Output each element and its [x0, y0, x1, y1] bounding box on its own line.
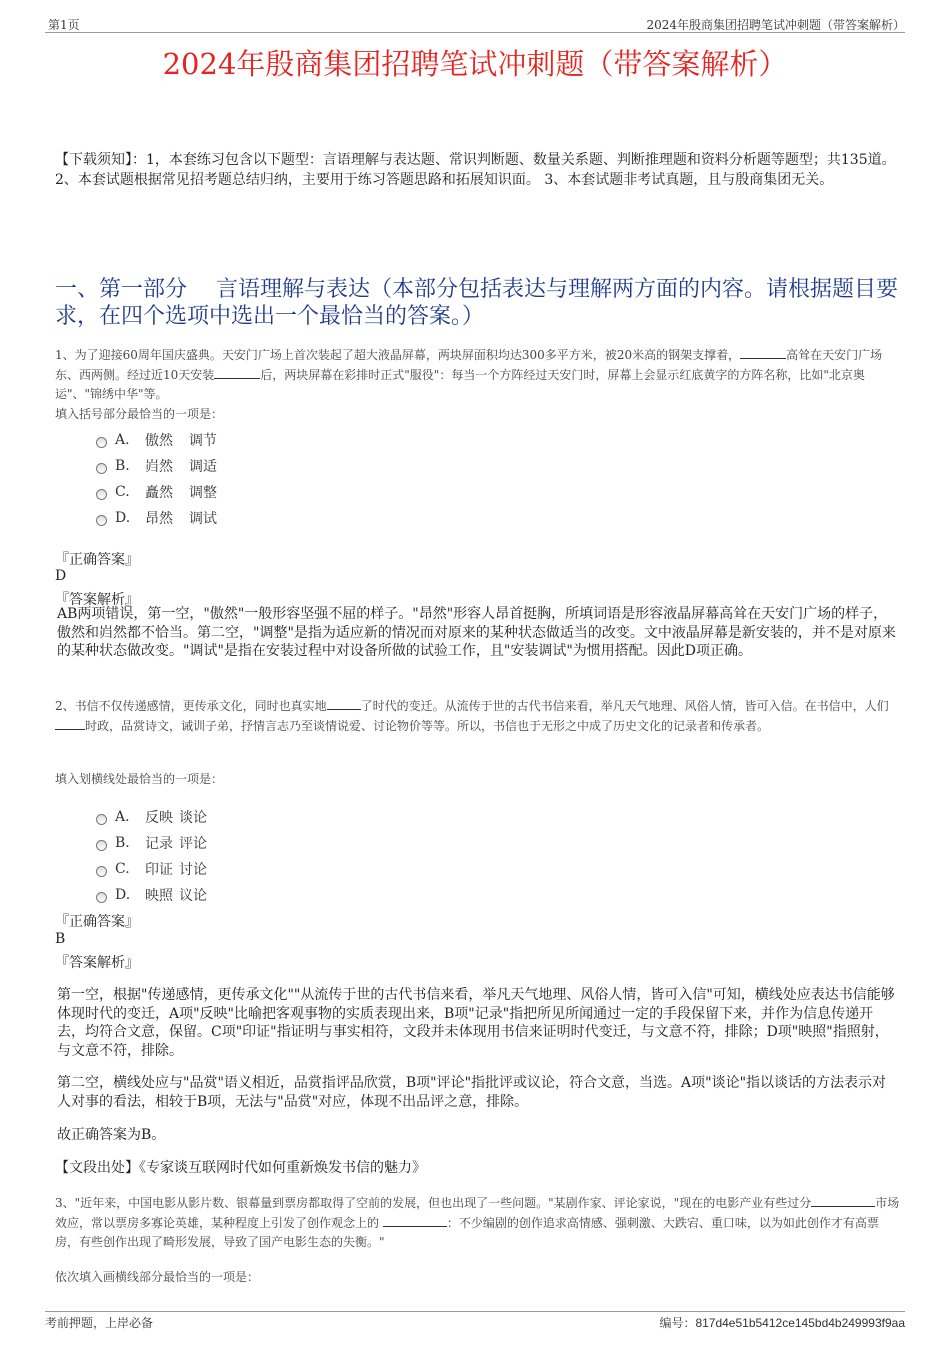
option-word: 昂然	[145, 511, 173, 527]
radio-icon[interactable]	[96, 489, 107, 500]
q2-text: 2、书信不仅传递感情，更传承文化，同时也真实地	[55, 699, 327, 713]
document-code: 编号：817d4e51b5412ce145bd4b249993f9aa	[659, 1316, 905, 1330]
radio-icon[interactable]	[96, 515, 107, 526]
radio-icon[interactable]	[96, 463, 107, 474]
q2-analysis-1: 第一空，根据"传递感情，更传承文化""从流传于世的古代书信来看，举凡天气地理、风俗人情，皆可入信"可知，横线处应表达书信能够体现时代的变迁，A项"反映"比喻把客观事物的实质表现出来，B项"记录"指把所见所闻通过一定的手段保留下来，并作为信息传递开去，均符合文意，保留。C项"印证"指证明与事实相符，文段并未体现用书信来证明时代变迁，与文意不符，排除；D项"映照"指照射，与文意不符，排除。	[57, 987, 895, 1059]
blank	[214, 366, 260, 379]
option-letter: B.	[115, 835, 130, 851]
footer-slogan: 考前押题，上岸必备	[45, 1316, 154, 1330]
option-word: 岿然	[145, 459, 173, 475]
footer-divider	[45, 1311, 905, 1312]
option-word: 谈论	[179, 810, 207, 826]
blank	[740, 346, 786, 359]
q2-text: 了时代的变迁。从流传于世的古代书信来看，举凡天气地理、风俗人情，皆可入信。在书信中，人们	[360, 699, 889, 713]
q1-text: 后，两块屏幕在彩排时正式"服役"：每当一个方阵经过天安门时，屏幕上会显示红底黄字的方阵名称，比如"北京奥运"、"锦绣中华"等。	[55, 367, 865, 401]
q2-answer-label: 『正确答案』	[55, 914, 139, 930]
q1-option-b[interactable]	[96, 456, 217, 476]
option-letter: C.	[115, 861, 130, 877]
q2-answer: B	[55, 931, 66, 947]
q2-analysis-2: 第二空，横线处应与"品赏"语义相近，品赏指评品欣赏，B项"评论"指批评或议论，符合文意，当选。A项"谈论"指以谈话的方法表示对人对事的看法，相较于B项，无法与"品赏"对应，体现不出品评之意，排除。	[57, 1075, 887, 1110]
q1-analysis-label: 『答案解析』	[55, 592, 139, 608]
q2-prompt: 填入划横线处最恰当的一项是：	[55, 772, 224, 786]
option-letter: A.	[115, 432, 130, 448]
option-word: 调适	[189, 459, 217, 475]
option-letter: A.	[115, 809, 130, 825]
q2-option-b[interactable]	[96, 833, 207, 853]
option-word: 调试	[189, 511, 217, 527]
q1-answer: D	[55, 568, 67, 584]
question-3	[55, 1194, 900, 1253]
blank	[55, 717, 85, 730]
q3-text: ：不少编剧的创作追求高情感、强刺激、大跌宕、重口味，以为如此创作才有高票房，有些创作出现了畸形发展，导致了国产电影生态的失衡。"	[55, 1215, 879, 1249]
radio-icon[interactable]	[96, 892, 107, 903]
option-letter: C.	[115, 484, 130, 500]
radio-icon[interactable]	[96, 437, 107, 448]
q1-text: 高耸在天安门广场东、西两侧。经过近10天安装	[55, 348, 883, 382]
q3-prompt: 依次填入画横线部分最恰当的一项是：	[55, 1270, 260, 1284]
page-number: 第1页	[48, 18, 80, 32]
option-word: 讨论	[179, 862, 207, 878]
option-word: 映照	[145, 888, 173, 904]
q3-text: 市场效应，常以票房多寡论英雄，某种程度上引发了创作观念上的	[55, 1196, 900, 1230]
option-letter: D.	[115, 887, 131, 903]
q2-text: 时政，品赏诗文，诫训子弟，抒情言志乃至谈情说爱、讨论物价等等。所以，书信也于无形之中成了历史文化的记录者和传承者。	[85, 718, 770, 733]
document-title: 2024年殷商集团招聘笔试冲刺题（带答案解析）	[162, 47, 788, 81]
q2-option-a[interactable]	[96, 807, 207, 827]
question-2	[55, 697, 900, 736]
option-word: 调节	[189, 433, 217, 449]
q1-text: 1、为了迎接60周年国庆盛典。天安门广场上首次装起了超大液晶屏幕，两块屏面积均达300多平方米，被20米高的钢架支撑着，	[55, 348, 741, 362]
q1-analysis: AB两项错误，第一空，"傲然"一般形容坚强不屈的样子。"昂然"形容人昂首挺胸，所填词语是形容液晶屏幕高耸在天安门广场的样子，傲然和岿然都不恰当。第二空，"调整"是指为适应新的情况而对原来的某种状态做适当的改变。文中液晶屏幕是新安装的，并不是对原来的某种状态做改变。"调试"是指在安装过程中对设备所做的试验工作，且"安装调试"为惯用搭配。因此D项正确。	[57, 606, 896, 659]
option-word: 傲然	[145, 433, 173, 449]
running-title: 2024年殷商集团招聘笔试冲刺题（带答案解析）	[646, 18, 905, 32]
q1-option-a[interactable]	[96, 430, 217, 450]
option-word: 评论	[179, 836, 207, 852]
blank	[383, 1214, 447, 1227]
q1-answer-label: 『正确答案』	[55, 552, 139, 568]
option-word: 记录	[145, 836, 173, 852]
option-word: 反映	[145, 810, 173, 826]
q2-option-d[interactable]	[96, 885, 207, 905]
q1-prompt: 填入括号部分最恰当的一项是：	[55, 406, 224, 421]
blank	[327, 697, 361, 710]
q1-option-c[interactable]	[96, 482, 217, 502]
section-heading: 一、第一部分 言语理解与表达（本部分包括表达与理解两方面的内容。请根据题目要求，在四个选项中选出一个最恰当的答案。）	[55, 277, 898, 329]
option-word: 矗然	[145, 485, 173, 501]
blank	[811, 1194, 875, 1207]
q2-analysis-label: 『答案解析』	[55, 955, 139, 971]
download-notice: 【下载须知】：1，本套练习包含以下题型：言语理解与表达题、常识判断题、数量关系题、判断推理题和资料分析题等题型；共135道。 2、本套试题根据常见招考题总结归纳，主要用于练习答题思路和拓展知识面。 3、本套试题非考试真题，且与殷商集团无关。	[55, 152, 896, 188]
q2-source: 【文段出处】《专家谈互联网时代如何重新焕发书信的魅力》	[55, 1160, 426, 1176]
option-word: 调整	[189, 485, 217, 501]
header-divider	[45, 32, 905, 33]
q2-conclusion: 故正确答案为B。	[57, 1127, 166, 1143]
radio-icon[interactable]	[96, 866, 107, 877]
radio-icon[interactable]	[96, 840, 107, 851]
question-1	[55, 346, 900, 424]
option-letter: D.	[115, 510, 131, 526]
q3-text: 3、"近年来，中国电影从影片数、银幕量到票房都取得了空前的发展，但也出现了一些问题。"某剧作家、评论家说，"现在的电影产业有些过分	[55, 1196, 812, 1210]
option-word: 议论	[179, 888, 207, 904]
option-letter: B.	[115, 458, 130, 474]
radio-icon[interactable]	[96, 814, 107, 825]
q2-option-c[interactable]	[96, 859, 207, 879]
option-word: 印证	[145, 862, 173, 878]
q1-option-d[interactable]	[96, 508, 217, 528]
